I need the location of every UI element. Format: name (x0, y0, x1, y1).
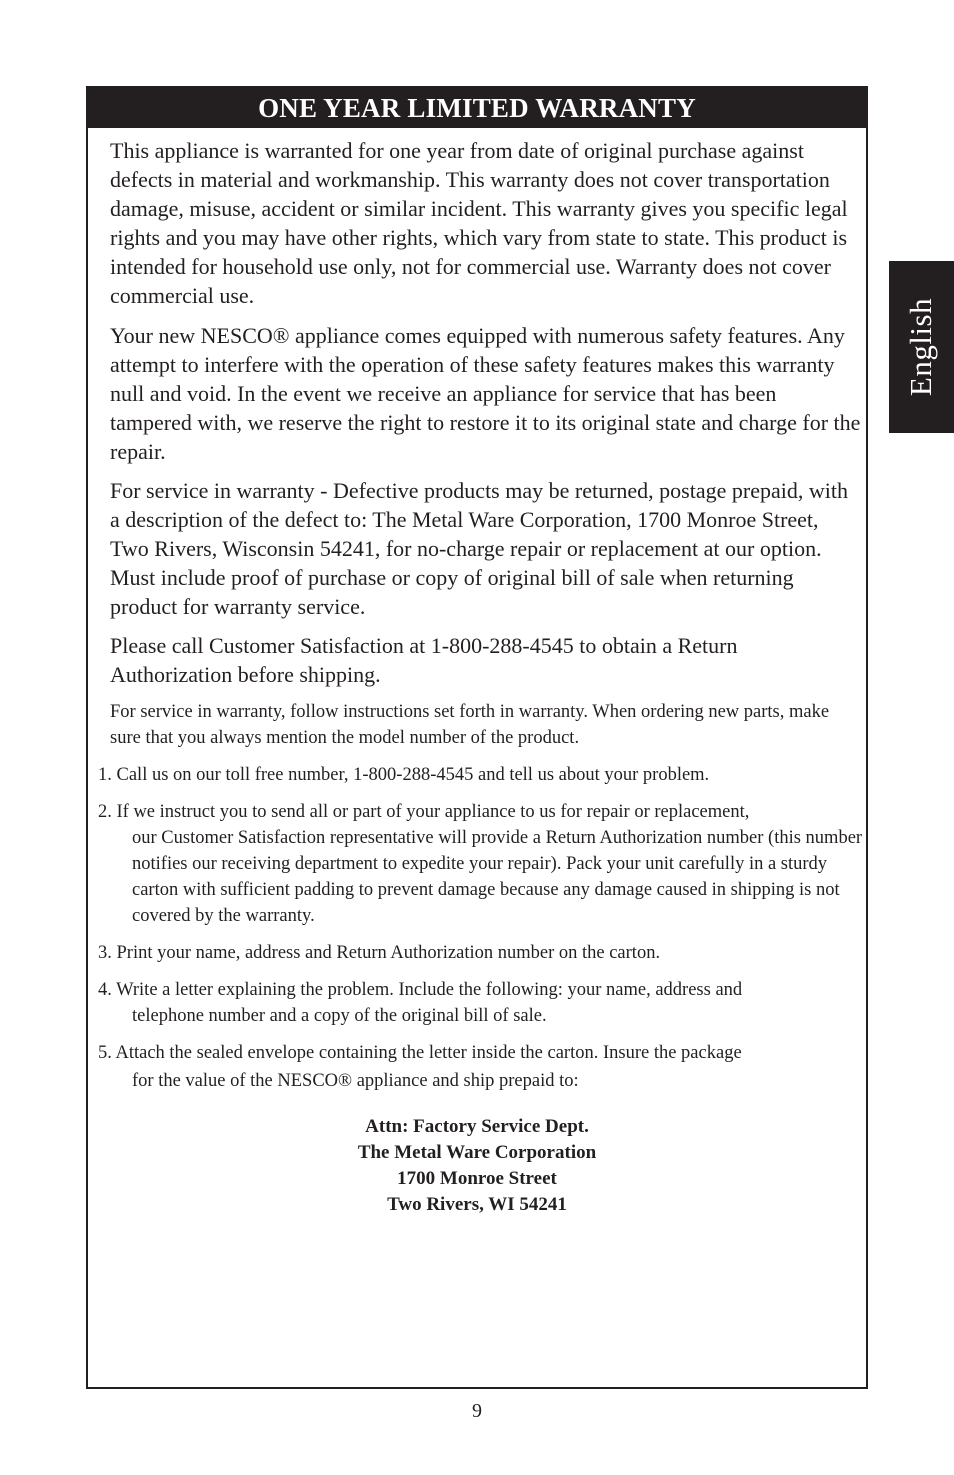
address-line: 1700 Monroe Street (397, 1168, 557, 1189)
step-continuation: telephone number and a copy of the original bill of sale. (132, 1006, 547, 1026)
step-text: 2. If we instruct you to send all or part of your appliance to us for repair or replacement, (98, 802, 750, 822)
warranty-box (86, 86, 868, 1389)
address-line: The Metal Ware Corporation (357, 1142, 597, 1163)
warranty-paragraph-coverage: This appliance is warranted for one year from date of original purchase against defects in material and workmanship. This warranty does not cover transportation damage, misuse, accident or similar incident. This warranty gives you specific legal rights and you may have other rights, which vary from state to state. This product is intended for household use only, not for commercial use. Warranty does not cover commercial use. (110, 138, 848, 308)
step-item (98, 977, 866, 1029)
step-item (98, 940, 866, 966)
step-item (98, 1040, 866, 1094)
address-line: Two Rivers, WI 54241 (387, 1194, 567, 1215)
warranty-title: ONE YEAR LIMITED WARRANTY (88, 88, 866, 128)
step-item (98, 762, 866, 788)
step-text: 4. Write a letter explaining the problem. Include the following: your name, address and (98, 980, 743, 1000)
step-text: 3. Print your name, address and Return Authorization number on the carton. (98, 943, 661, 963)
step-continuation: our Customer Satisfaction representative will provide a Return Authorization number (this number notifies our receiving department to expedite your repair). Pack your unit carefully in a sturdy carton with sufficient padding to prevent damage because any damage caused in shipping is not covered by the warranty. (132, 828, 863, 926)
step-text: 5. Attach the sealed envelope containing the letter inside the carton. Insure the package (98, 1043, 742, 1063)
language-tab-label: English (903, 297, 939, 397)
step-item (98, 799, 866, 929)
step-text: 1. Call us on our toll free number, 1-800-288-4545 and tell us about your problem. (98, 765, 710, 785)
warranty-paragraph-safety: Your new NESCO® appliance comes equipped with numerous safety features. Any attempt to interfere with the operation of these safety features makes this warranty null and void. In the event we receive an appliance for service that has been tampered with, we reserve the right to restore it to its original state and charge for the repair. (110, 323, 861, 464)
step-continuation: for the value of the NESCO® appliance and ship prepaid to: (132, 1071, 579, 1091)
return-address (88, 1114, 866, 1218)
warranty-paragraph-call: Please call Customer Satisfaction at 1-800-288-4545 to obtain a Return Authorization before shipping. (110, 633, 738, 687)
address-line: Attn: Factory Service Dept. (365, 1116, 589, 1137)
language-tab (889, 261, 954, 433)
service-note: For service in warranty, follow instructions set forth in warranty. When ordering new parts, make sure that you always mention the model number of the product. (110, 702, 830, 748)
warranty-paragraph-service: For service in warranty - Defective products may be returned, postage prepaid, with a description of the defect to: The Metal Ware Corporation, 1700 Monroe Street, Two Rivers, Wisconsin 54241, for no-charge repair or replacement at our option. Must include proof of purchase or copy of original bill of sale when returning product for warranty service. (110, 478, 848, 619)
page-number: 9 (472, 1400, 482, 1422)
